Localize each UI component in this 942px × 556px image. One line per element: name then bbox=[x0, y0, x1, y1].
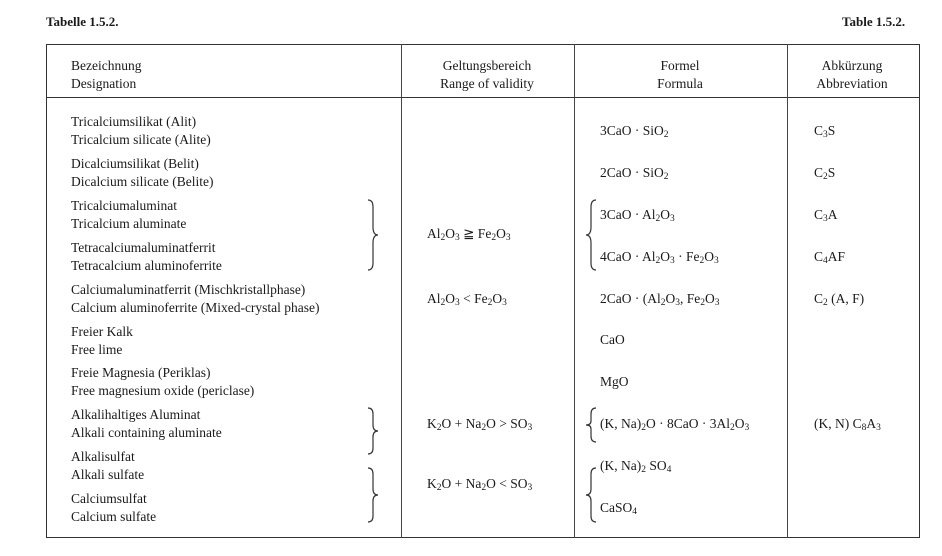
designation-de: Alkalisulfat bbox=[71, 449, 135, 464]
designation-de: Calciumaluminatferrit (Mischkristallphase) bbox=[71, 282, 306, 297]
validity-value: $K_2O + Na_2O < SO_3$ bbox=[427, 476, 533, 493]
designation-en: Alkali containing aluminate bbox=[71, 425, 222, 440]
table-row bbox=[71, 490, 156, 526]
abbreviation-value: $C_2S$ bbox=[814, 165, 836, 182]
column-header-designation-de: Bezeichnung bbox=[71, 58, 142, 73]
designation-en: Tricalcium aluminate bbox=[71, 216, 187, 231]
table-title-de: Tabelle 1.5.2. bbox=[46, 14, 119, 29]
formula-value: $2CaO \cdot (Al_2O_3$, $Fe_2O_3$ bbox=[600, 291, 720, 308]
designation-de: Tetracalciumaluminatferrit bbox=[71, 240, 216, 255]
designation-en: Tricalcium silicate (Alite) bbox=[71, 132, 211, 147]
validity-value: $Al_2O_3$ ≧ $Fe_2O_3$ bbox=[427, 226, 511, 243]
designation-en: Calcium aluminoferrite (Mixed-crystal phase) bbox=[71, 300, 320, 315]
formula-value: $4CaO \cdot Al_2O_3 \cdot Fe_2O_3$ bbox=[600, 249, 719, 266]
formula-value: MgO bbox=[600, 374, 629, 389]
column-header-abbreviation-en: Abbreviation bbox=[816, 76, 888, 91]
formula-value: CaSO$_4$ bbox=[600, 500, 638, 517]
designation-de: Alkalihaltiges Aluminat bbox=[71, 407, 201, 422]
designation-de: Calciumsulfat bbox=[71, 491, 147, 506]
column-divider-2 bbox=[574, 44, 575, 538]
table-row bbox=[71, 239, 222, 275]
column-header-validity-en: Range of validity bbox=[440, 76, 534, 91]
column-header-validity bbox=[440, 57, 534, 93]
column-header-formula-de: Formel bbox=[660, 58, 700, 73]
formula-value: (K, $Na)_2$ $SO_4$ bbox=[600, 458, 672, 475]
column-divider-1 bbox=[401, 44, 402, 538]
designation-de: Freier Kalk bbox=[71, 324, 133, 339]
column-divider-3 bbox=[787, 44, 788, 538]
formula-value: CaO bbox=[600, 332, 625, 347]
designation-en: Dicalcium silicate (Belite) bbox=[71, 174, 214, 189]
designation-de: Dicalciumsilikat (Belit) bbox=[71, 156, 199, 171]
designation-en: Free magnesium oxide (periclase) bbox=[71, 383, 255, 398]
header-divider bbox=[46, 97, 920, 98]
formula-group-brace bbox=[584, 199, 598, 271]
column-header-formula-en: Formula bbox=[657, 76, 703, 91]
designation-de: Tricalciumsilikat (Alit) bbox=[71, 114, 197, 129]
abbreviation-value: $C_3A$ bbox=[814, 207, 838, 224]
formula-group-brace bbox=[584, 467, 598, 523]
formula-value: 3CaO · SiO$_2$ bbox=[600, 123, 669, 140]
abbreviation-value: $C_2$ (A, F) bbox=[814, 291, 865, 308]
column-header-designation-en: Designation bbox=[71, 76, 137, 91]
formula-value: $3CaO \cdot Al_2O_3$ bbox=[600, 207, 675, 224]
formula-value: 2CaO · SiO$_2$ bbox=[600, 165, 669, 182]
validity-value: $Al_2O_3 < Fe_2O_3$ bbox=[427, 291, 507, 308]
designation-de: Tricalciumaluminat bbox=[71, 198, 177, 213]
table-row bbox=[71, 155, 213, 191]
table-row bbox=[71, 197, 186, 233]
designation-de: Freie Magnesia (Periklas) bbox=[71, 365, 211, 380]
validity-value: $K_2O + Na_2O > SO_3$ bbox=[427, 416, 533, 433]
formula-value: (K, $Na)_2O \cdot 8CaO \cdot 3Al_2O_3$ bbox=[600, 416, 750, 433]
table-row bbox=[71, 113, 211, 149]
table-row bbox=[71, 406, 222, 442]
table-row bbox=[71, 448, 144, 484]
column-header-designation bbox=[71, 57, 141, 93]
abbreviation-value: $C_4AF$ bbox=[814, 249, 846, 266]
table-title-en: Table 1.5.2. bbox=[842, 14, 906, 29]
column-header-abbreviation-de: Abkürzung bbox=[821, 58, 883, 73]
designation-group-brace bbox=[366, 467, 380, 523]
column-header-abbreviation bbox=[816, 57, 887, 93]
table-row bbox=[71, 364, 254, 400]
table-row bbox=[71, 323, 133, 359]
column-header-validity-de: Geltungsbereich bbox=[442, 58, 532, 73]
designation-group-brace bbox=[366, 199, 380, 271]
column-header-formula bbox=[657, 57, 703, 93]
designation-en: Calcium sulfate bbox=[71, 509, 157, 524]
formula-group-brace bbox=[584, 407, 598, 443]
designation-group-brace bbox=[366, 407, 380, 455]
designation-en: Alkali sulfate bbox=[71, 467, 145, 482]
abbreviation-value: $C_3S$ bbox=[814, 123, 836, 140]
table-row bbox=[71, 281, 320, 317]
designation-en: Tetracalcium aluminoferrite bbox=[71, 258, 222, 273]
designation-en: Free lime bbox=[71, 342, 123, 357]
abbreviation-value: (K, N) $C_8A_3$ bbox=[814, 416, 881, 433]
